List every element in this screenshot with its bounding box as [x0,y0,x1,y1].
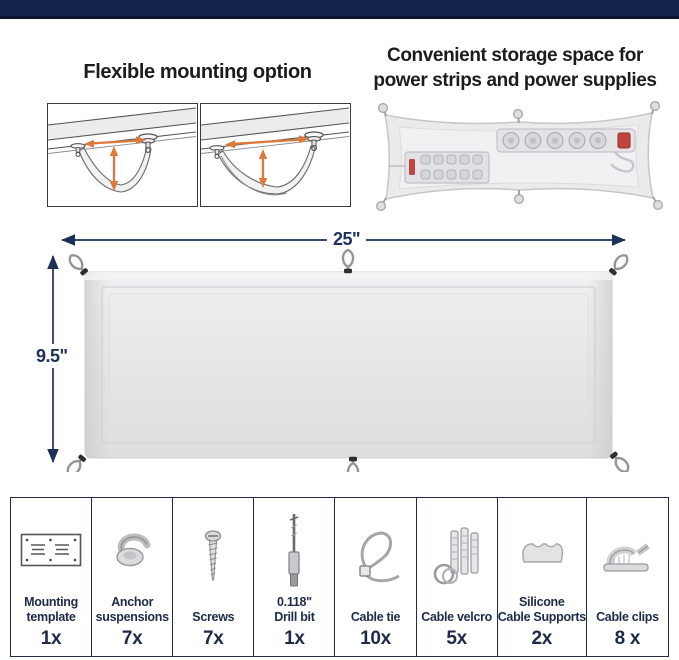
mounting-diagram-2 [200,103,351,207]
silicone-cable-supports-icon [498,504,586,595]
part-cell-drill-bit [254,498,335,656]
top-navy-bar [0,0,679,19]
part-count: 10x [360,628,391,649]
part-cell-screws [173,498,254,656]
part-name: Cable velcro [421,610,493,624]
part-cell-cable-tie [335,498,416,656]
part-name: Anchor suspensions [95,595,169,624]
power-switch [409,159,415,175]
storage-section-title [363,43,667,93]
hook-bottom-left [65,453,88,472]
part-count: 1x [40,628,62,649]
part-count: 8 x [614,628,641,649]
part-name: Mounting template [24,595,78,624]
mounting-template-icon [11,504,91,595]
mounting-section-title: Flexible mounting option [83,61,312,83]
part-cell-cable-clips [587,498,668,656]
storage-title-line-1: Convenient storage space for [387,45,643,66]
product-photo-with-dimensions [25,220,679,472]
screw-icon [173,504,253,610]
mounting-diagram-1-drawing [48,104,196,205]
power-switch [618,133,630,148]
part-count: 7x [203,628,224,649]
part-name: 0.118" Drill bit [274,595,315,624]
part-name: Cable tie [350,610,401,624]
cable-tie-icon [335,504,415,610]
adjust-depth-arrow [259,149,267,188]
hanging-net-strap [218,146,315,194]
drill-bit-icon [254,504,334,595]
hook-top-right [607,252,630,276]
part-count: 1x [284,628,305,649]
part-cell-cable-velcro [417,498,498,656]
part-name: Silicone Cable Supports [497,595,586,624]
part-name: Cable clips [596,610,659,624]
width-dimension-label: 25" [327,229,366,249]
hook-top-middle [343,250,353,273]
desk-edge [201,108,349,140]
part-count: 2x [531,628,553,649]
cable-velcro-icon [417,504,497,610]
hook-top-left [67,252,90,276]
storage-title-line-2: power strips and power supplies [373,70,657,91]
cable-clips-icon [587,504,668,610]
anchor-suspensions-icon [92,504,172,595]
included-parts-table [10,497,669,657]
part-count: 7x [121,628,143,649]
desk-edge [48,108,196,140]
hook-bottom-middle [348,457,358,472]
part-cell-mounting-template [11,498,92,656]
mounting-diagram-2-drawing [201,104,349,205]
part-name: Screws [192,610,235,624]
part-count: 5x [446,628,467,649]
part-cell-silicone-cable-supports [498,498,587,656]
part-cell-anchor-suspensions [92,498,173,656]
height-dimension-label: 9.5" [33,344,71,368]
mounting-diagram-1 [47,103,198,207]
storage-net-photo [371,100,667,214]
cable-management-net [85,272,612,458]
